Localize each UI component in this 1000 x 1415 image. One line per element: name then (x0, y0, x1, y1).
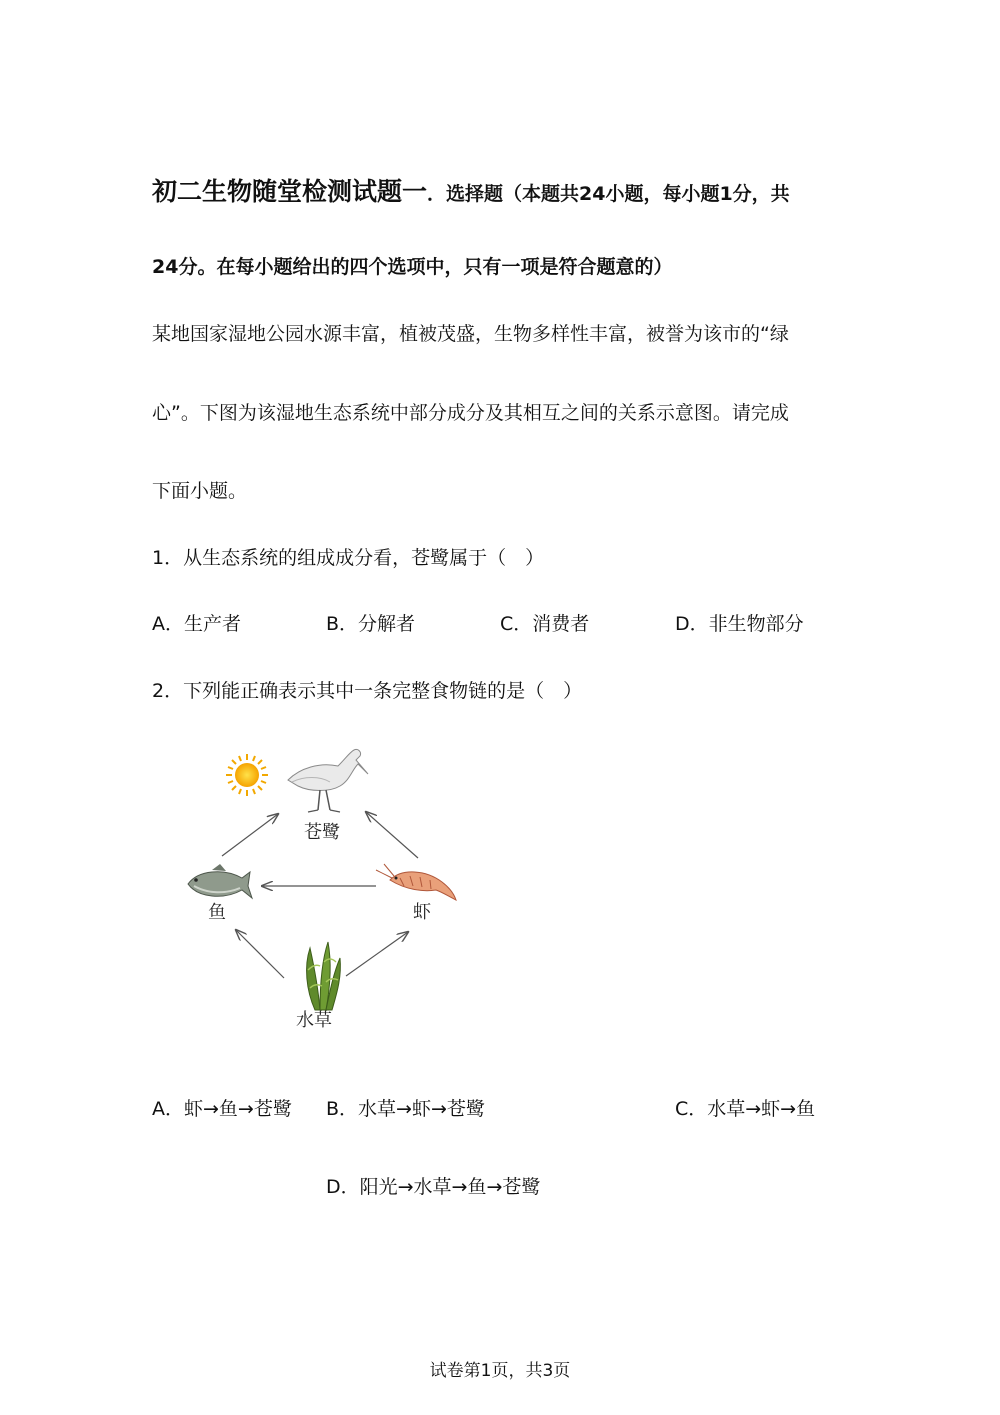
shrimp-icon (376, 864, 456, 900)
question-2-stem: 2．下列能正确表示其中一条完整食物链的是（ ） (152, 680, 583, 702)
passage-line-3: 下面小题。 (152, 480, 248, 502)
passage-line-1: 某地国家湿地公园水源丰富，植被茂盛，生物多样性丰富，被誉为该市的“绿 (152, 323, 789, 345)
q2-option-c: C．水草→虾→鱼 (675, 1098, 816, 1120)
q1-option-b: B．分解者 (326, 613, 416, 635)
q2-option-a: A．虾→鱼→苍鹭 (152, 1098, 292, 1120)
label-water-plant: 水草 (296, 1010, 332, 1031)
arrow-shrimp-to-heron (366, 812, 418, 858)
question-1-stem: 1．从生态系统的组成成分看，苍鹭属于（ ） (152, 547, 545, 569)
section-heading: ．选择题（本题共24小题，每小题1分，共 (427, 183, 790, 205)
label-shrimp: 虾 (413, 902, 431, 923)
heron-icon (288, 749, 368, 812)
passage-line-2: 心”。下图为该湿地生态系统中部分成分及其相互之间的关系示意图。请完成 (152, 402, 789, 424)
sun-icon (226, 754, 268, 796)
page-footer: 试卷第1页，共3页 (429, 1361, 571, 1381)
exam-title (152, 172, 790, 208)
q1-option-d: D．非生物部分 (675, 613, 804, 635)
arrow-fish-to-heron (222, 814, 278, 856)
arrow-plant-to-shrimp (346, 932, 408, 976)
q1-option-a: A．生产者 (152, 613, 241, 635)
label-fish: 鱼 (208, 902, 226, 923)
arrow-plant-to-fish (236, 930, 284, 978)
label-heron: 苍鹭 (304, 822, 340, 843)
section-heading-cont: 24分。在每小题给出的四个选项中，只有一项是符合题意的） (152, 256, 673, 278)
q2-option-d: D．阳光→水草→鱼→苍鹭 (326, 1176, 541, 1198)
water-plant-icon (307, 942, 341, 1010)
fish-icon (188, 864, 252, 898)
exam-title-main: 初二生物随堂检测试题一 (152, 177, 428, 206)
food-web-diagram (180, 740, 470, 1040)
q1-option-c: C．消费者 (500, 613, 590, 635)
q2-option-b: B．水草→虾→苍鹭 (326, 1098, 485, 1120)
